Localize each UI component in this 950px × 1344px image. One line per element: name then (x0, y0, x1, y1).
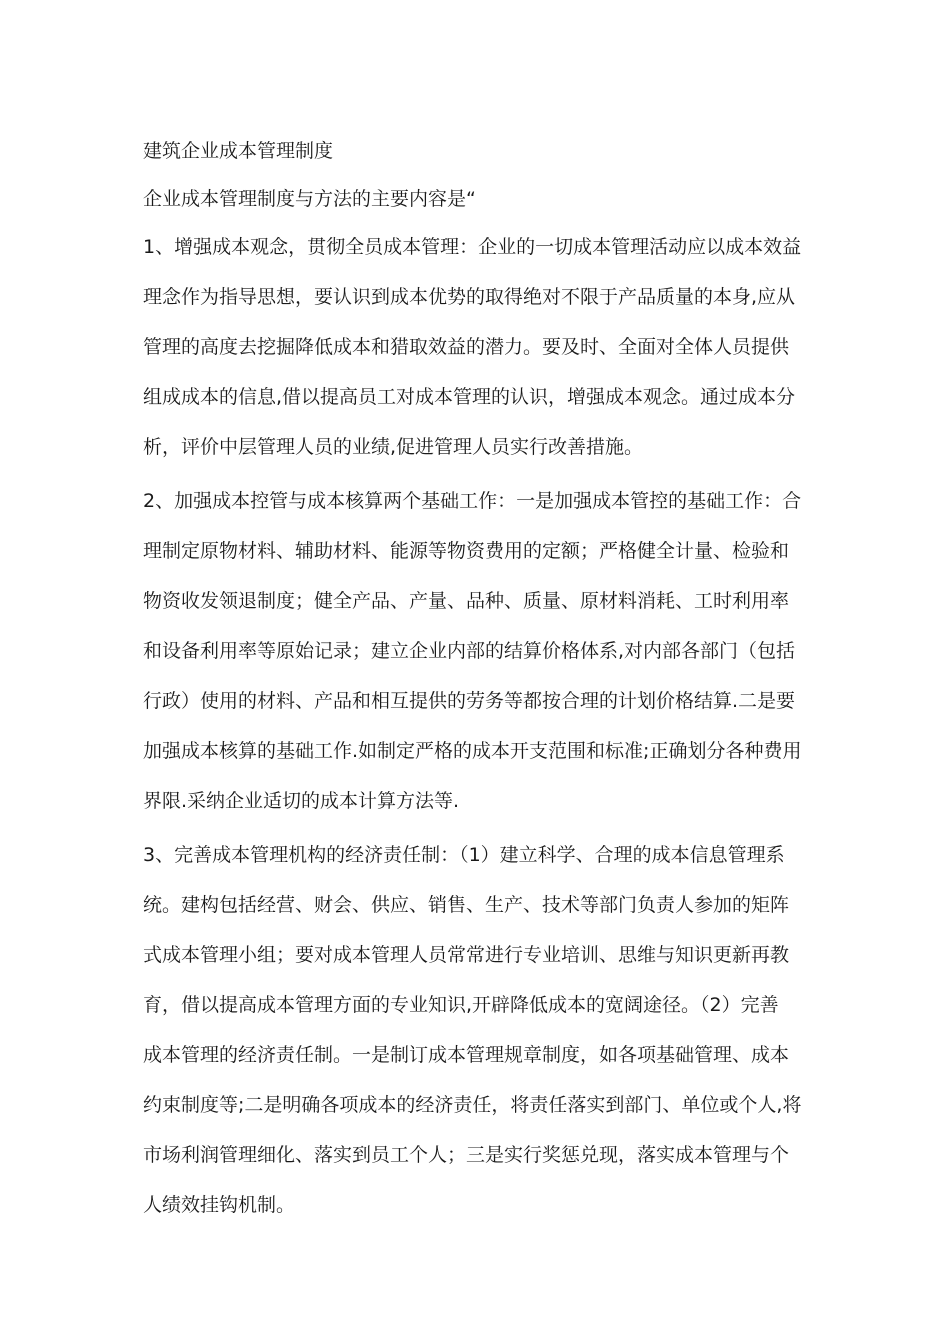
paragraph-line: 加强成本核算的基础工作.如制定严格的成本开支范围和标准;正确划分各种费用 (143, 740, 802, 762)
paragraph-line: 育，借以提高成本管理方面的专业知识,开辟降低成本的宽阔途径。（2）完善 (143, 994, 779, 1016)
paragraph-line: 组成成本的信息,借以提高员工对成本管理的认识，增强成本观念。通过成本分 (143, 386, 796, 408)
paragraph-line: 管理的高度去挖掘降低成本和猎取效益的潜力。要及时、全面对全体人员提供 (143, 336, 790, 358)
document-body (143, 136, 811, 1244)
paragraph-line: 成本管理的经济责任制。一是制订成本管理规章制度，如各项基础管理、成本 (143, 1044, 790, 1066)
paragraph-line: 理念作为指导思想，要认识到成本优势的取得绝对不限于产品质量的本身,应从 (143, 286, 796, 308)
paragraph-line: 1、增强成本观念，贯彻全员成本管理：企业的一切成本管理活动应以成本效益 (143, 236, 802, 258)
document-intro: 企业成本管理制度与方法的主要内容是“ (143, 188, 476, 210)
paragraph-line: 约束制度等;二是明确各项成本的经济责任，将责任落实到部门、单位或个人,将 (143, 1094, 802, 1116)
paragraph-line: 析，评价中层管理人员的业绩,促进管理人员实行改善措施。 (143, 436, 644, 458)
paragraph-line: 行政）使用的材料、产品和相互提供的劳务等都按合理的计划价格结算.二是要 (143, 690, 796, 712)
paragraph-line: 界限.采纳企业适切的成本计算方法等. (143, 790, 460, 812)
paragraph-list (143, 232, 811, 1230)
paragraph-line: 物资收发领退制度；健全产品、产量、品种、质量、原材料消耗、工时利用率 (143, 590, 790, 612)
paragraph-line: 2、加强成本控管与成本核算两个基础工作：一是加强成本管控的基础工作：合 (143, 490, 802, 512)
paragraph (143, 840, 811, 1230)
paragraph-line: 和设备利用率等原始记录；建立企业内部的结算价格体系,对内部各部门（包括 (143, 640, 796, 662)
paragraph-line: 人绩效挂钩机制。 (143, 1194, 296, 1216)
document-title: 建筑企业成本管理制度 (143, 140, 334, 162)
paragraph-line: 理制定原物材料、辅助材料、能源等物资费用的定额；严格健全计量、检验和 (143, 540, 790, 562)
paragraph-line: 统。建构包括经营、财会、供应、销售、生产、技术等部门负责人参加的矩阵 (143, 894, 790, 916)
paragraph-line: 市场利润管理细化、落实到员工个人；三是实行奖惩兑现，落实成本管理与个 (143, 1144, 790, 1166)
paragraph-line: 式成本管理小组；要对成本管理人员常常进行专业培训、思维与知识更新再教 (143, 944, 790, 966)
paragraph-line: 3、完善成本管理机构的经济责任制：（1）建立科学、合理的成本信息管理系 (143, 844, 785, 866)
paragraph (143, 486, 811, 826)
paragraph (143, 232, 811, 472)
